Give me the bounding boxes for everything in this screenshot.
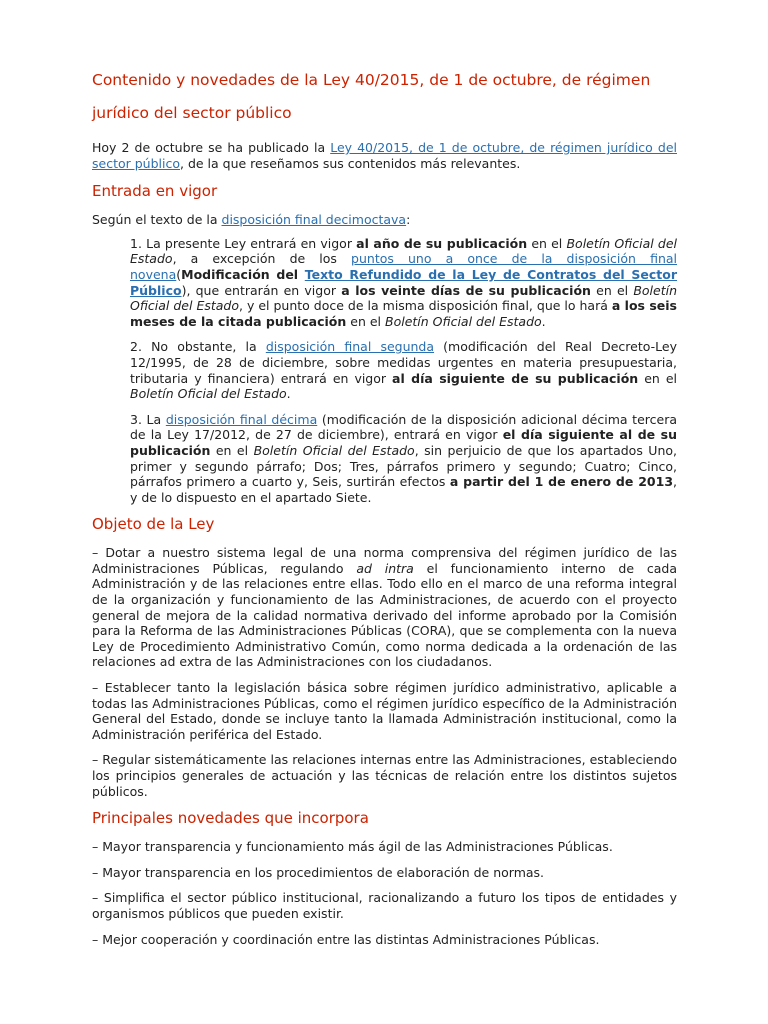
list-item: – Mejor cooperación y coordinación entre las distintas Administraciones Públicas. (92, 931, 600, 947)
item-italic: Boletín Oficial del Estado (130, 235, 677, 267)
entrada-item-2 (130, 339, 677, 401)
item-text: (modificación de la disposición adicional décima tercera de la Ley 17/2012, de 27 de diciembre), entrará en vigor (130, 411, 677, 443)
objeto-paragraph-3: – Regular sistemáticamente las relaciones internas entre las Administraciones, estableciendo los principios generales de actuación y las técnicas de relación entre los distintos sujetos públicos. (92, 752, 677, 799)
item-text: en el (346, 313, 385, 329)
item-bold: Modificación del (181, 266, 305, 282)
entrada-item-3 (130, 412, 677, 506)
item-italic: Boletín Oficial del Estado (130, 386, 287, 402)
item-text: en el (210, 442, 254, 458)
item-italic: Boletín Oficial del Estado (130, 282, 677, 314)
ley-40-2015-link[interactable]: Ley 40/2015, de 1 de octubre, de régimen jurídico del sector público (92, 140, 677, 171)
item-text: en el (527, 235, 567, 251)
paragraph-italic: ad intra (356, 560, 414, 576)
texto-refundido-link[interactable]: Texto Refundido de la Ley de Contratos del Sector Público (130, 266, 677, 298)
intro-paragraph (92, 140, 677, 171)
page-title: Contenido y novedades de la Ley 40/2015, de 1 de octubre, de régimen jurídico del sector público (92, 71, 651, 122)
item-bold: al día siguiente de su publicación (392, 370, 639, 386)
item-text: ), que entrarán en vigor (181, 282, 342, 298)
item-text: en el (590, 282, 634, 298)
paragraph-text: – Dotar a nuestro sistema legal de una norma comprensiva del régimen jurídico de las Administraciones Públicas, regulando (92, 545, 677, 576)
intro-text-end: , de la que reseñamos sus contenidos más relevantes. (180, 155, 521, 171)
puntos-disposicion-novena-link[interactable]: puntos uno a once de la disposición final novena (130, 251, 677, 282)
entrada-item-1 (130, 236, 677, 330)
list-item: – Mayor transparencia y funcionamiento más ágil de las Administraciones Públicas. (92, 839, 613, 855)
item-text: , y de lo dispuesto en el apartado Siete. (130, 474, 678, 505)
lead-text: Según el texto de la (92, 212, 222, 228)
item-text: ( (176, 266, 182, 282)
item-text: 2. No obstante, la (130, 339, 266, 355)
item-text: , y el punto doce de la misma disposición final, que lo hará (239, 298, 612, 314)
item-text: en el (638, 370, 677, 386)
document-body (92, 64, 677, 957)
item-text: . (286, 386, 291, 402)
novedades-list (92, 839, 677, 947)
disposicion-final-segunda-link[interactable]: disposición final segunda (265, 339, 435, 355)
objeto-section (92, 545, 677, 799)
item-italic: Boletín Oficial del Estado (253, 442, 415, 458)
objeto-paragraph-1 (92, 545, 677, 670)
item-bold: a partir del 1 de enero de 2013 (449, 474, 674, 490)
list-item: – Mayor transparencia en los procedimientos de elaboración de normas. (92, 864, 545, 880)
item-bold: a los seis meses de la citada publicación (130, 298, 677, 329)
intro-text: Hoy 2 de octubre se ha publicado la (92, 140, 331, 155)
entrada-lead (92, 212, 677, 228)
paragraph-text: el funcionamiento interno de cada Administración y de las relaciones entre ellas. Todo ello en el marco de una reforma integral de la organización y funcionamiento de las Administraciones, de acuerdo con el proyecto general de mejora de la calidad normativa derivado del informe aprobado por la Comisión para la Reforma de las Administraciones Públicas (CORA), que se complementa con la nueva Ley de Procedimiento Administrativo Común, como norma dedicada a la ordenación de las relaciones ad extra de las Administraciones con los ciudadanos. (92, 560, 677, 670)
item-text: . (541, 313, 546, 329)
disposicion-final-decima-link[interactable]: disposición final décima (165, 411, 318, 427)
item-text: , a excepción de los (172, 251, 352, 267)
lead-colon: : (406, 212, 411, 228)
section-heading-objeto: Objeto de la Ley (92, 515, 215, 534)
item-bold: a los veinte días de su publicación (341, 282, 591, 298)
section-heading-entrada: Entrada en vigor (92, 182, 218, 201)
item-text: 3. La (130, 411, 166, 427)
objeto-paragraph-2: – Establecer tanto la legislación básica sobre régimen jurídico administrativo, aplicable a todas las Administraciones Públicas, como el régimen jurídico específico de la Administración General del Estado, donde se incluye tanto la llamada Administración institucional, como la Administración periférica del Estado. (92, 680, 677, 742)
item-bold: el día siguiente al de su publicación (130, 427, 677, 458)
item-text: , sin perjuicio de que los apartados Uno, primer y segundo párrafo; Dos; Tres, párrafos primero y segundo; Cuatro; Cinco, párrafos primero a cuarto y, Seis, surtirán efectos (130, 442, 677, 490)
item-italic: Boletín Oficial del Estado (385, 313, 542, 329)
item-bold: al año de su publicación (356, 235, 528, 251)
disposicion-final-decimoctava-link[interactable]: disposición final decimoctava (221, 212, 407, 228)
item-text: (modificación del Real Decreto-Ley 12/1995, de 28 de diciembre, sobre medidas urgentes en materia presupuestaria, tributaria y financiera) entrará en vigor (130, 339, 677, 386)
item-text: 1. La presente Ley entrará en vigor (130, 235, 357, 251)
section-heading-novedades: Principales novedades que incorpora (92, 809, 369, 828)
list-item: – Simplifica el sector público institucional, racionalizando a futuro los tipos de entidades y organismos públicos que pueden existir. (92, 890, 677, 921)
